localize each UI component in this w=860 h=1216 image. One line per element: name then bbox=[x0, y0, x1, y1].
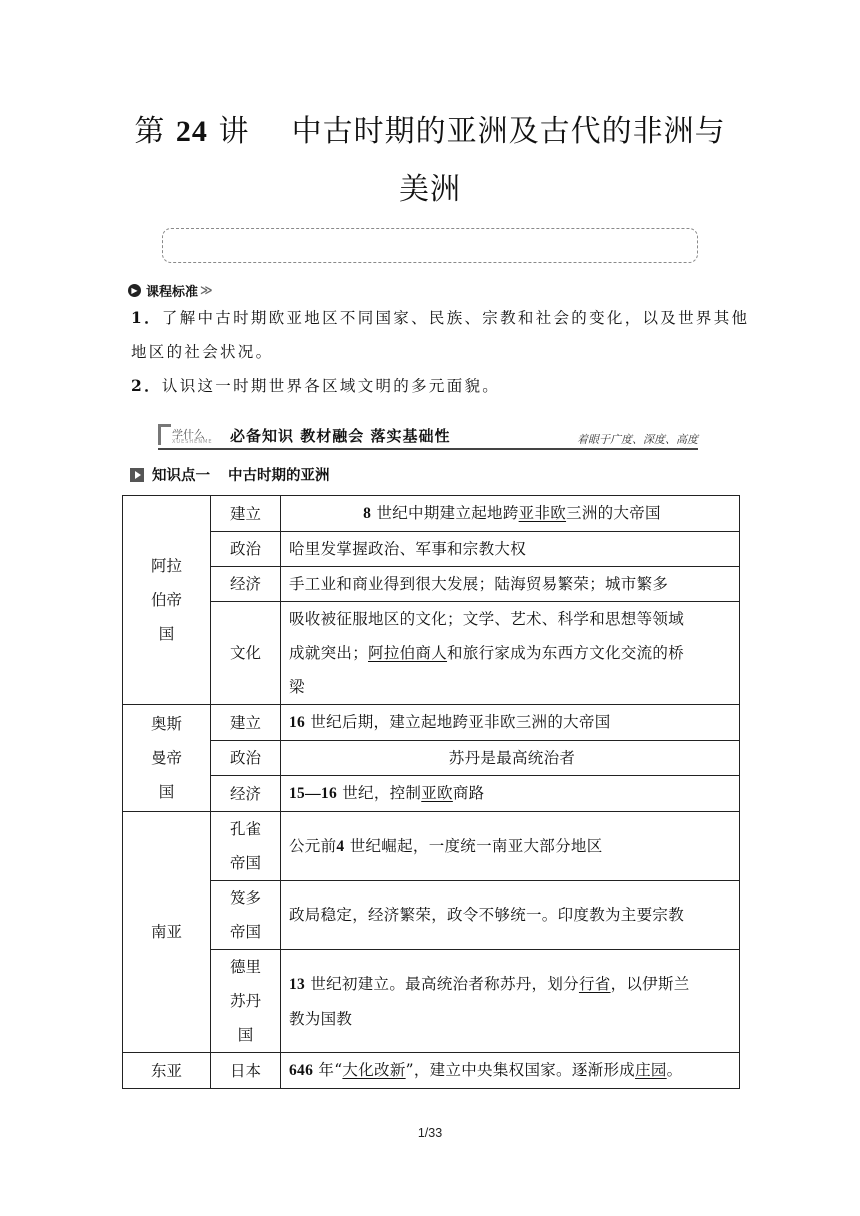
knowledge-point-heading: 知识点一 中古时期的亚洲 bbox=[130, 464, 330, 485]
banner-rule bbox=[158, 448, 698, 450]
region-cell-arab: 阿拉 伯帝 国 bbox=[123, 496, 211, 705]
table-row bbox=[123, 567, 740, 602]
page-number: 1/33 bbox=[417, 1126, 443, 1140]
banner-main-text: 必备知识 教材融会 落实基础性 bbox=[230, 427, 451, 445]
aspect-cell: 政治 bbox=[211, 532, 281, 567]
region-cell-ottoman: 奥斯 曼帝 国 bbox=[123, 705, 211, 812]
table-row bbox=[123, 812, 740, 881]
standard-item-2: 2．认识这一时期世界各区域文明的多元面貌。 bbox=[131, 376, 501, 395]
aspect-cell: 建立 bbox=[211, 705, 281, 741]
content-cell: 公元前4 世纪崛起，一度统一南亚大部分地区 bbox=[281, 812, 740, 881]
table-row bbox=[123, 741, 740, 776]
table-row bbox=[123, 705, 740, 741]
content-cell: 16 世纪后期，建立起地跨亚非欧三洲的大帝国 bbox=[281, 705, 740, 741]
dashed-frame bbox=[162, 228, 698, 263]
content-cell: 646 年“大化改新”，建立中央集权国家。逐渐形成庄园。 bbox=[281, 1053, 740, 1089]
aspect-cell: 日本 bbox=[211, 1053, 281, 1089]
content-cell: 苏丹是最高统治者 bbox=[281, 741, 740, 776]
play-circle-icon: ▶ bbox=[128, 284, 141, 297]
page-title-line2: 美洲 bbox=[399, 172, 461, 207]
content-cell: 政局稳定，经济繁荣，政令不够统一。印度教为主要宗教 bbox=[281, 881, 740, 950]
region-cell-south-asia: 南亚 bbox=[123, 812, 211, 1053]
content-cell: 8 世纪中期建立起地跨亚非欧三洲的大帝国 bbox=[281, 496, 740, 532]
course-standard-heading: ▶ 课程标准 ≫ bbox=[128, 281, 213, 299]
triangle-marker-icon bbox=[130, 468, 144, 482]
table-row bbox=[123, 776, 740, 812]
standard-item-1-line1: 1．了解中古时期欧亚地区不同国家、民族、宗教和社会的变化，以及世界其他 bbox=[131, 308, 750, 327]
section-banner bbox=[158, 422, 698, 450]
aspect-cell: 德里 苏丹 国 bbox=[211, 950, 281, 1053]
aspect-cell: 建立 bbox=[211, 496, 281, 532]
content-cell: 13 世纪初建立。最高统治者称苏丹，划分行省，以伊斯兰 教为国教 bbox=[281, 950, 740, 1053]
table-row bbox=[123, 532, 740, 567]
aspect-cell: 经济 bbox=[211, 567, 281, 602]
banner-side-text: 着眼于广度、深度、高度 bbox=[577, 433, 698, 446]
aspect-cell: 经济 bbox=[211, 776, 281, 812]
content-cell: 15—16 世纪，控制亚欧商路 bbox=[281, 776, 740, 812]
content-cell: 吸收被征服地区的文化；文学、艺术、科学和思想等领域 成就突出；阿拉伯商人和旅行家成为东西方文化交流的桥 梁 bbox=[281, 602, 740, 705]
content-cell: 手工业和商业得到很大发展；陆海贸易繁荣；城市繁多 bbox=[281, 567, 740, 602]
table-row bbox=[123, 496, 740, 532]
aspect-cell: 文化 bbox=[211, 602, 281, 705]
aspect-cell: 笈多 帝国 bbox=[211, 881, 281, 950]
table-row bbox=[123, 950, 740, 1053]
table-row bbox=[123, 602, 740, 705]
table-row bbox=[123, 1053, 740, 1089]
aspect-cell: 政治 bbox=[211, 741, 281, 776]
xueshenme-logo: 学什么 XUESHENME bbox=[158, 424, 216, 446]
content-cell: 哈里发掌握政治、军事和宗教大权 bbox=[281, 532, 740, 567]
page-title-line1: 第 24 讲 中古时期的亚洲及古代的非洲与 bbox=[134, 114, 726, 149]
table-row bbox=[123, 881, 740, 950]
double-chevron-icon: ≫ bbox=[200, 283, 213, 297]
aspect-cell: 孔雀 帝国 bbox=[211, 812, 281, 881]
knowledge-table bbox=[122, 495, 740, 1089]
region-cell-east-asia: 东亚 bbox=[123, 1053, 211, 1089]
standard-item-1-line2: 地区的社会状况。 bbox=[131, 343, 274, 361]
